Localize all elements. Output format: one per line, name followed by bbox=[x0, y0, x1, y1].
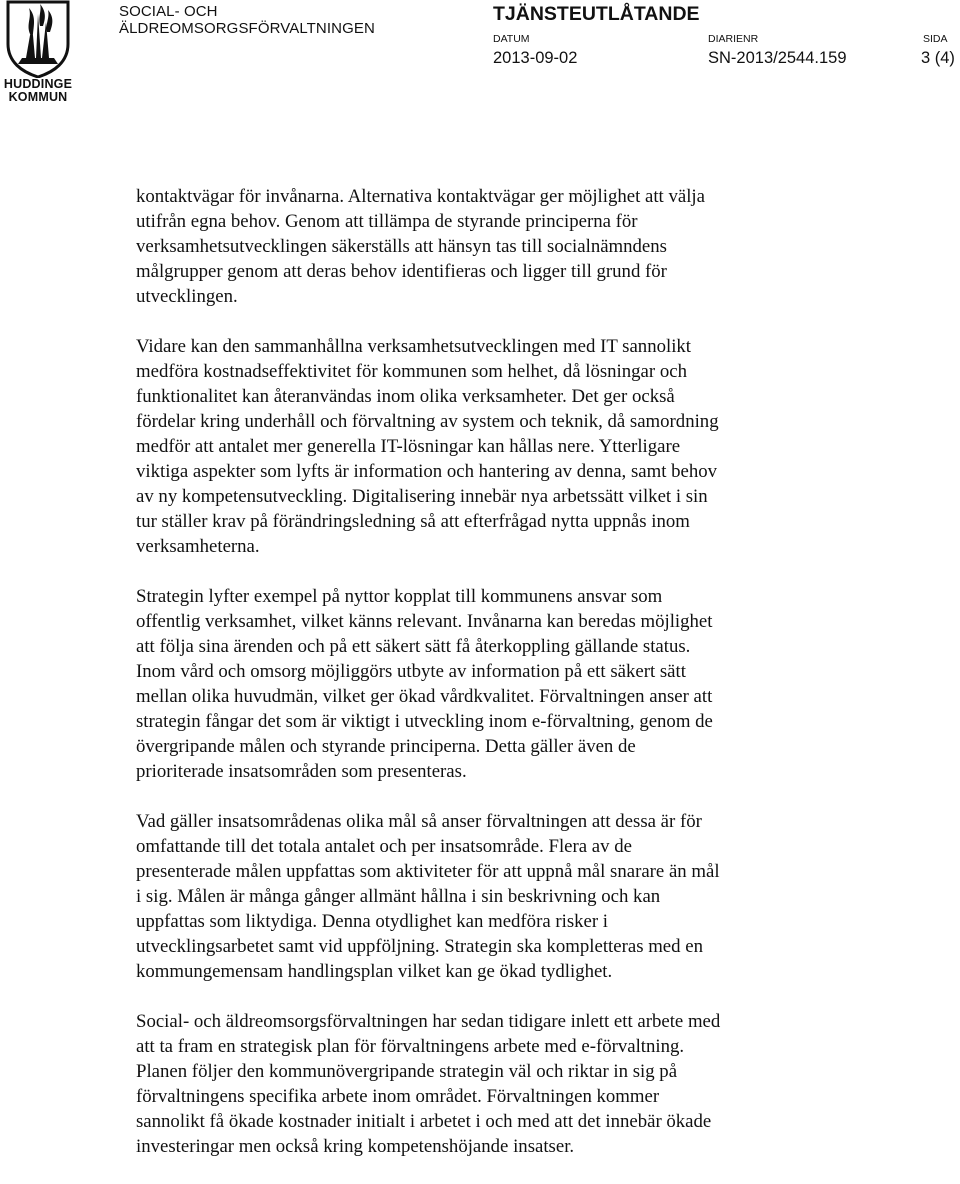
text-line: Vad gäller insatsområdenas olika mål så anser förvaltningen att dessa är för bbox=[136, 811, 702, 832]
body-paragraph bbox=[136, 809, 836, 984]
department-name bbox=[119, 3, 375, 37]
body-paragraph bbox=[136, 1009, 836, 1159]
text-line: i sig. Målen är många gånger allmänt hållna i sin beskrivning och kan bbox=[136, 886, 661, 907]
department-line-2: ÄLDREOMSORGSFÖRVALTNINGEN bbox=[119, 20, 375, 37]
coat-of-arms-icon bbox=[2, 0, 74, 78]
text-line: verksamhetsutvecklingen säkerställs att hänsyn tas till socialnämndens bbox=[136, 236, 667, 257]
text-line: viktiga aspekter som lyfts är information och hantering av denna, samt behov bbox=[136, 461, 718, 482]
text-line: presenterade målen uppfattas som aktiviteter för att uppnå mål snarare än mål bbox=[136, 861, 720, 882]
page-label: SIDA bbox=[923, 33, 948, 45]
text-line: medför att antalet mer generella IT-lösningar kan hållas nere. Ytterligare bbox=[136, 436, 681, 457]
logo-wordmark bbox=[2, 78, 74, 104]
department-line-1: SOCIAL- OCH bbox=[119, 3, 218, 20]
text-line: funktionalitet kan återanvändas inom olika verksamheter. Det ger också bbox=[136, 386, 675, 407]
body-paragraph bbox=[136, 584, 836, 784]
registration-value: SN-2013/2544.159 bbox=[708, 49, 847, 67]
body-paragraph bbox=[136, 184, 836, 309]
text-line: sannolikt få ökade kostnader initialt i arbetet i och med att det innebär ökade bbox=[136, 1111, 712, 1132]
text-line: medföra kostnadseffektivitet för kommunen som helhet, då lösningar och bbox=[136, 361, 687, 382]
date-label: DATUM bbox=[493, 33, 530, 45]
registration-label: DIARIENR bbox=[708, 33, 759, 45]
text-line: Inom vård och omsorg möjliggörs utbyte av information på ett säkert sätt bbox=[136, 661, 686, 682]
text-line: kontaktvägar för invånarna. Alternativa kontaktvägar ger möjlighet att välja bbox=[136, 186, 705, 207]
text-line: Social- och äldreomsorgsförvaltningen har sedan tidigare inlett ett arbete med bbox=[136, 1011, 721, 1032]
text-line: investeringar men också kring kompetenshöjande insatser. bbox=[136, 1136, 575, 1157]
text-line: utifrån egna behov. Genom att tillämpa de styrande principerna för bbox=[136, 211, 638, 232]
text-line: målgrupper genom att deras behov identifieras och ligger till grund för bbox=[136, 261, 667, 282]
text-line: tur ställer krav på förändringsledning så att efterfrågad nytta uppnås inom bbox=[136, 511, 690, 532]
logo-line-1: HUDDINGE bbox=[3, 77, 73, 91]
text-line: kommungemensam handlingsplan vilket kan ge ökad tydlighet. bbox=[136, 961, 613, 982]
text-line: fördelar kring underhåll och förvaltning av system och teknik, då samordning bbox=[136, 411, 719, 432]
text-line: uppfattas som liktydiga. Denna otydlighet kan medföra risker i bbox=[136, 911, 609, 932]
text-line: omfattande till det totala antalet och per insatsområde. Flera av de bbox=[136, 836, 632, 857]
municipality-logo bbox=[2, 0, 74, 110]
text-line: mellan olika huvudmän, vilket ger ökad vårdkvalitet. Förvaltningen anser att bbox=[136, 686, 713, 707]
document-type: TJÄNSTEUTLÅTANDE bbox=[493, 3, 700, 25]
text-line: Strategin lyfter exempel på nyttor kopplat till kommunens ansvar som bbox=[136, 586, 663, 607]
date-value: 2013-09-02 bbox=[493, 49, 578, 67]
text-line: utvecklingsarbetet samt vid uppföljning. Strategin ska kompletteras med en bbox=[136, 936, 703, 957]
text-line: offentlig verksamhet, vilket känns relevant. Invånarna kan beredas möjlighet bbox=[136, 611, 713, 632]
text-line: strategin fångar det som är viktigt i utveckling inom e-förvaltning, genom de bbox=[136, 711, 713, 732]
body-text bbox=[136, 184, 836, 1184]
text-line: förvaltningens specifika arbete inom området. Förvaltningen kommer bbox=[136, 1086, 660, 1107]
text-line: att ta fram en strategisk plan för förvaltningens arbete med e-förvaltning. bbox=[136, 1036, 685, 1057]
text-line: Planen följer den kommunövergripande strategin väl och riktar in sig på bbox=[136, 1061, 678, 1082]
page-value: 3 (4) bbox=[921, 49, 955, 67]
text-line: Vidare kan den sammanhållna verksamhetsutvecklingen med IT sannolikt bbox=[136, 336, 692, 357]
text-line: verksamheterna. bbox=[136, 536, 260, 557]
text-line: övergripande målen och styrande principerna. Detta gäller även de bbox=[136, 736, 636, 757]
text-line: att följa sina ärenden och på ett säkert sätt få återkoppling gällande status. bbox=[136, 636, 691, 657]
text-line: prioriterade insatsområden som presenteras. bbox=[136, 761, 467, 782]
body-paragraph bbox=[136, 334, 836, 559]
text-line: av ny kompetensutveckling. Digitalisering innebär nya arbetssätt vilket i sin bbox=[136, 486, 708, 507]
logo-line-2: KOMMUN bbox=[8, 90, 68, 104]
text-line: utvecklingen. bbox=[136, 286, 238, 307]
